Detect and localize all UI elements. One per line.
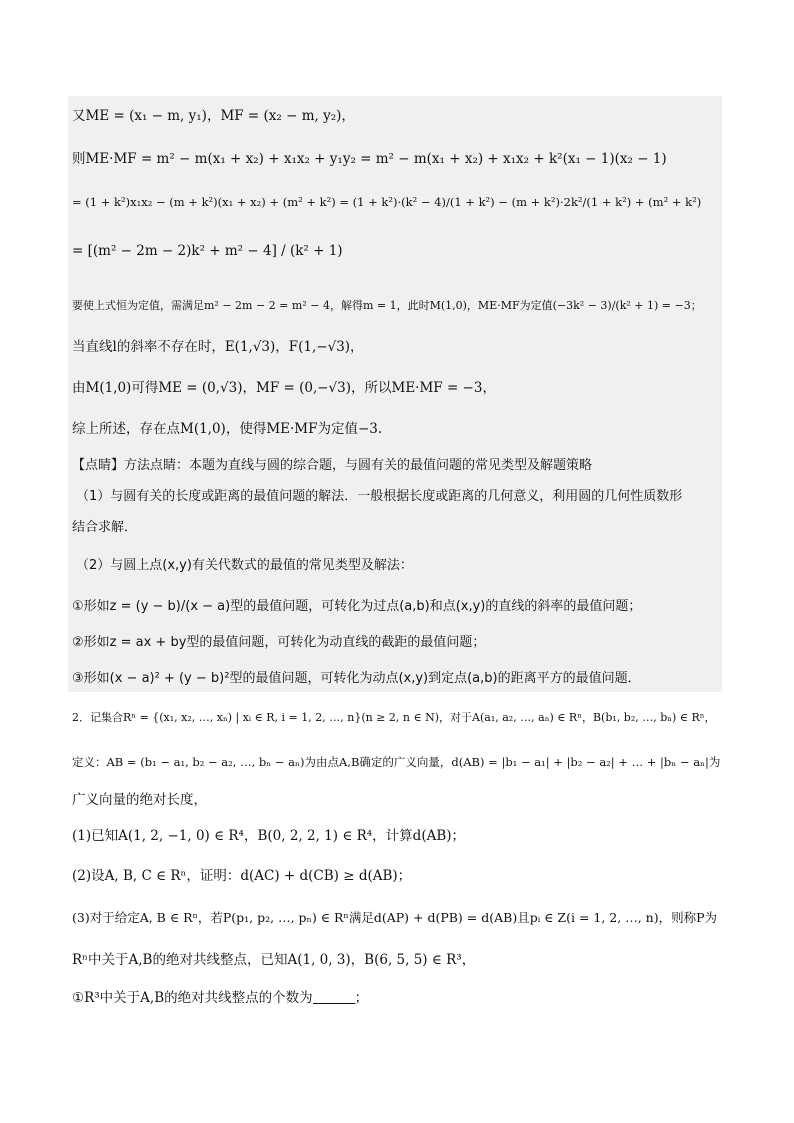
solution-line-8: 综上所述，存在点M(1,0)，使得ME·MF为定值−3. [72,421,383,437]
problem-line-4: Rⁿ中关于A,B的绝对共线整点，已知A(1, 0, 3)，B(6, 5, 5) ∈ R³， [72,952,476,968]
problem-line-2: 定义：AB = (b₁ − a₁, b₂ − a₂, …, bₙ − aₙ)为由点A,B确定的广义向量，d(AB) = |b₁ − a₁| + |b₂ − a₂| + … + |bₙ − aₙ|为 [72,755,721,769]
tips-line-3: （2）与圆上点(x,y)有关代数式的最值的常见类型及解法： [76,558,413,573]
tips-item-3: ③形如(x − a)² + (y − b)²型的最值问题，可转化为动点(x,y)到定点(a,b)的距离平方的最值问题． [72,671,641,686]
problem-part-1: (1)已知A(1, 2, −1, 0) ∈ R⁴，B(0, 2, 2, 1) ∈ R⁴，计算d(AB)； [72,828,466,844]
solution-line-7: 由M(1,0)可得ME = (0,√3)，MF = (0,−√3)，所以ME·MF = −3， [72,380,496,396]
subpart-1-end: ； [354,990,369,1006]
problem-subpart-1 [72,988,722,1008]
problem-line-3: 广义向量的绝对长度， [72,792,207,808]
solution-line-3: = (1 + k²)x₁x₂ − (m + k²)(x₁ + x₂) + (m² + k²) = (1 + k²)·(k² − 4)/(1 + k²) − (m + k²)·2k²/(1 + k²) + (m² + k²) [72,195,702,209]
tips-heading: 【点睛】方法点睛：本题为直线与圆的综合题，与圆有关的最值问题的常见类型及解题策略 [72,458,593,473]
solution-line-4: = [(m² − 2m − 2)k² + m² − 4] / (k² + 1) [72,243,343,259]
tips-line-2: 结合求解． [72,520,138,535]
problem-line-1: 2．记集合Rⁿ = {(x₁, x₂, …, xₙ) | xᵢ ∈ R, i = 1, 2, …, n}(n ≥ 2, n ∈ N)，对于A(a₁, a₂, …, aₙ) ∈ Rⁿ，B(b₁, b₂, …, bₙ) ∈ Rⁿ， [72,711,716,724]
solution-line-2: 则ME·MF = m² − m(x₁ + x₂) + x₁x₂ + y₁y₂ = m² − m(x₁ + x₂) + x₁x₂ + k²(x₁ − 1)(x₂ − 1) [72,151,667,167]
solution-line-6: 当直线l的斜率不存在时，E(1,√3)，F(1,−√3)， [72,339,364,355]
solution-line-5: 要使上式恒为定值，需满足m² − 2m − 2 = m² − 4，解得m = 1，此时M(1,0)，ME·MF为定值(−3k² − 3)/(k² + 1) = −3； [72,299,702,312]
problem-part-2: (2)设A, B, C ∈ Rⁿ，证明：d(AC) + d(CB) ≥ d(AB)； [72,868,412,884]
solution-line-1: 又ME = (x₁ − m, y₁)，MF = (x₂ − m, y₂)， [72,108,355,124]
tips-line-1: （1）与圆有关的长度或距离的最值问题的解法．一般根据长度或距离的几何意义，利用圆的几何性质数形 [76,489,683,504]
problem-part-3: (3)对于给定A, B ∈ Rⁿ，若P(p₁, p₂, …, pₙ) ∈ Rⁿ满足d(AP) + d(PB) = d(AB)且pᵢ ∈ Z(i = 1, 2, …, n)，则称P为 [72,910,717,925]
tips-item-2: ②形如z = ax + by型的最值问题，可转化为动直线的截距的最值问题； [72,635,486,650]
answer-blank[interactable] [313,989,355,1004]
tips-item-1: ①形如z = (y − b)/(x − a)型的最值问题，可转化为过点(a,b)和点(x,y)的直线的斜率的最值问题； [72,599,642,614]
subpart-1-text: ①R³中关于A,B的绝对共线整点的个数为 [72,990,313,1006]
